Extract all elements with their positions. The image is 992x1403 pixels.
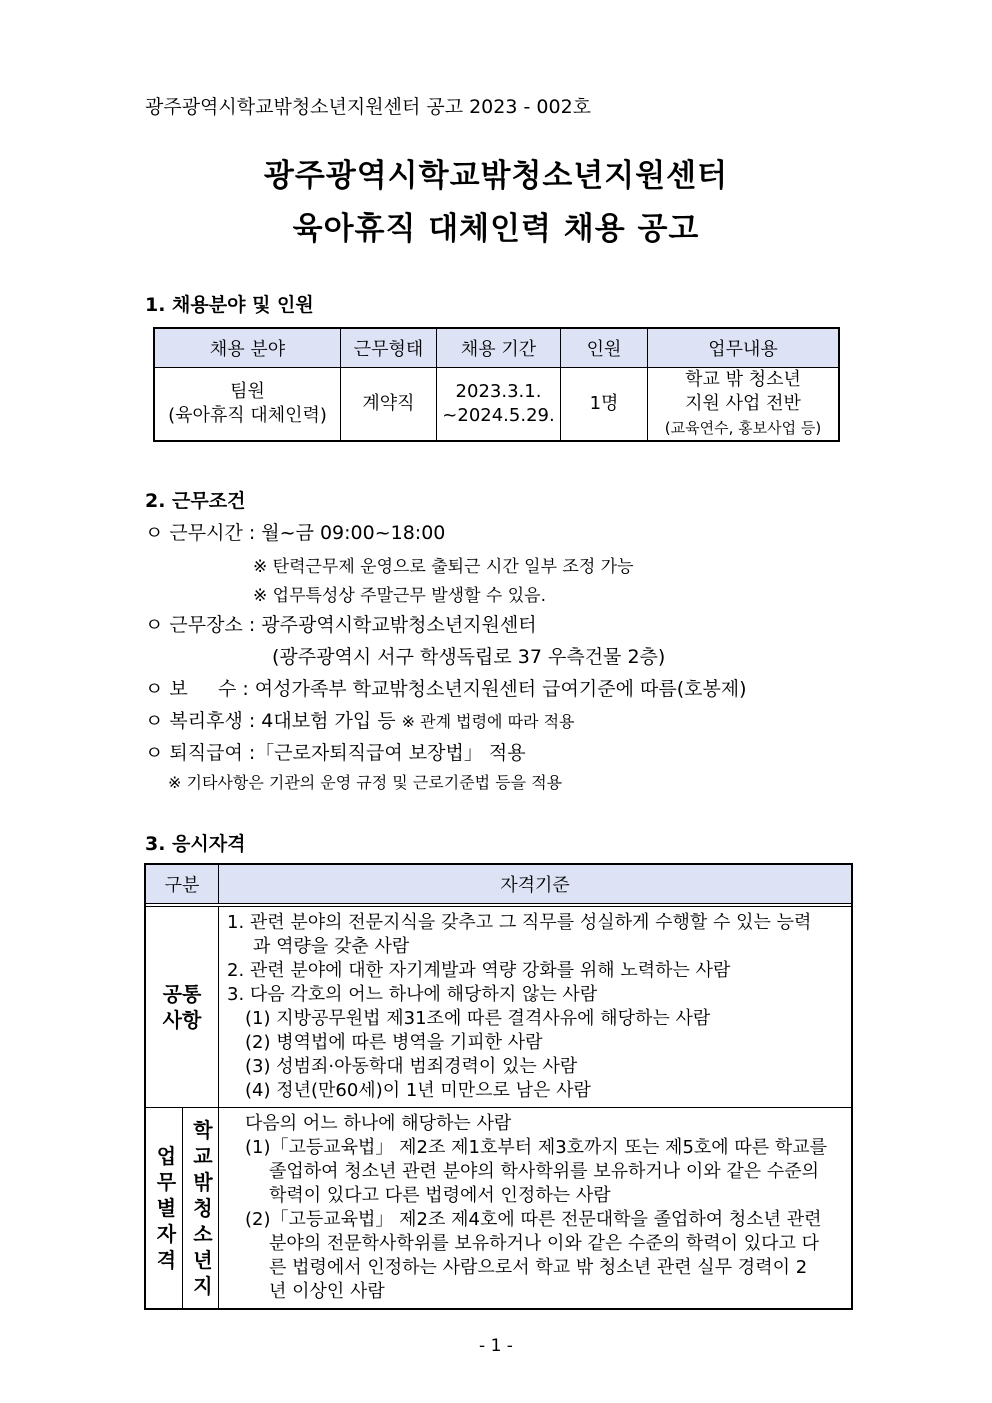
job-label-text: 업무별자격 [156,1144,177,1272]
column-header: 업무내용 [648,328,840,368]
common-label-text: 공통 사항 [162,982,202,1032]
other-note: ※ 기타사항은 기관의 운영 규정 및 근로기준법 등을 적용 [168,773,563,792]
job-sublabel [182,1108,219,1310]
column-header: 자격기준 [219,864,853,904]
welfare [145,706,575,733]
job-sublabel-text: 학교밖청소년지 [193,1118,213,1298]
welfare-text: ㅇ 복리후생 : 4대보험 가입 등 [145,710,396,732]
common-label [145,907,219,1108]
job-label [145,1108,182,1310]
page-title-organization: 광주광역시학교밖청소년지원센터 [263,158,729,194]
section-heading-qualifications: 3. 응시자격 [145,833,246,855]
work-hours-note: ※ 탄력근무제 운영으로 출퇴근 시간 일부 조정 가능 [253,557,634,577]
list-item: 졸업하여 청소년 관련 분야의 학사학위를 보유하거나 이와 같은 수준의 [269,1161,820,1182]
column-header: 채용 기간 [437,328,561,368]
table-header-row [145,864,852,904]
page-title-notice: 육아휴직 대체인력 채용 공고 [292,211,700,247]
period-cell [437,368,561,442]
table-row [145,907,852,1108]
list-item: 른 법령에서 인정하는 사람으로서 학교 밖 청소년 관련 실무 경력이 2 [269,1257,808,1278]
column-header: 근무형태 [341,328,437,368]
list-item: 과 역량을 갖춘 사람 [253,936,410,957]
list-item: (3) 성범죄·아동학대 범죄경력이 있는 사람 [245,1056,578,1077]
duty-line: 학교 밖 청소년 [685,369,801,390]
duty-cell [648,368,840,442]
page-number: - 1 - [479,1336,513,1356]
list-item: 분야의 전문학사학위를 보유하거나 이와 같은 수준의 학력이 있다고 다 [269,1233,820,1254]
list-item: (1)「고등교육법」 제2조 제1호부터 제3호까지 또는 제5호에 따른 학교를 [245,1137,828,1158]
list-item: 년 이상인 사람 [269,1281,385,1302]
table-row [154,368,839,442]
list-item: 1. 관련 분야의 전문지식을 갖추고 그 직무를 성실하게 수행할 수 있는 능력 [227,912,812,933]
section-heading-recruitment: 1. 채용분야 및 인원 [145,294,314,316]
qualification-table [144,863,853,1310]
field-cell [154,368,341,442]
list-item: (2) 병역법에 따른 병역을 기피한 사람 [245,1032,543,1053]
common-criteria [219,907,853,1108]
work-place: ㅇ 근무장소 : 광주광역시학교밖청소년지원센터 [145,614,537,636]
salary: ㅇ 보 수 : 여성가족부 학교밖청소년지원센터 급여기준에 따름(호봉제) [145,678,747,700]
work-place-address: (광주광역시 서구 학생독립로 37 우측건물 2층) [272,646,666,668]
list-item: 학력이 있다고 다른 법령에서 인정하는 사람 [269,1185,611,1206]
list-item: 다음의 어느 하나에 해당하는 사람 [245,1113,512,1134]
section-heading-conditions: 2. 근무조건 [145,490,246,512]
table-header-row [154,328,839,368]
field-line: (육아휴직 대체인력) [168,405,327,426]
list-item: (2)「고등교육법」 제2조 제4호에 따른 전문대학을 졸업하여 청소년 관련 [245,1209,822,1230]
type-cell: 계약직 [341,368,437,442]
work-hours-note: ※ 업무특성상 주말근무 발생할 수 있음. [253,586,546,606]
list-item: (1) 지방공무원법 제31조에 따른 결격사유에 해당하는 사람 [245,1008,711,1029]
job-criteria [219,1108,853,1310]
list-item: 2. 관련 분야에 대한 자기계발과 역량 강화를 위해 노력하는 사람 [227,960,731,981]
table-row [145,1108,852,1310]
duty-line: 지원 사업 전반 [685,393,801,414]
welfare-note: ※ 관계 법령에 따라 적용 [401,712,575,731]
retirement-pay: ㅇ 퇴직급여 :「근로자퇴직급여 보장법」 적용 [145,742,526,764]
work-hours: ㅇ 근무시간 : 월~금 09:00~18:00 [145,522,446,544]
period-line: 2023.3.1. [455,381,542,402]
count-cell: 1명 [561,368,648,442]
recruitment-table [153,327,840,442]
list-item: (4) 정년(만60세)이 1년 미만으로 남은 사람 [245,1080,591,1101]
field-line: 팀원 [230,381,265,402]
list-item: 3. 다음 각호의 어느 하나에 해당하지 않는 사람 [227,984,598,1005]
column-header: 인원 [561,328,648,368]
duty-line: (교육연수, 홍보사업 등) [664,419,822,437]
column-header: 구분 [145,864,219,904]
notice-number: 광주광역시학교밖청소년지원센터 공고 2023 - 002호 [145,96,592,118]
period-line: ~2024.5.29. [442,405,555,426]
column-header: 채용 분야 [154,328,341,368]
